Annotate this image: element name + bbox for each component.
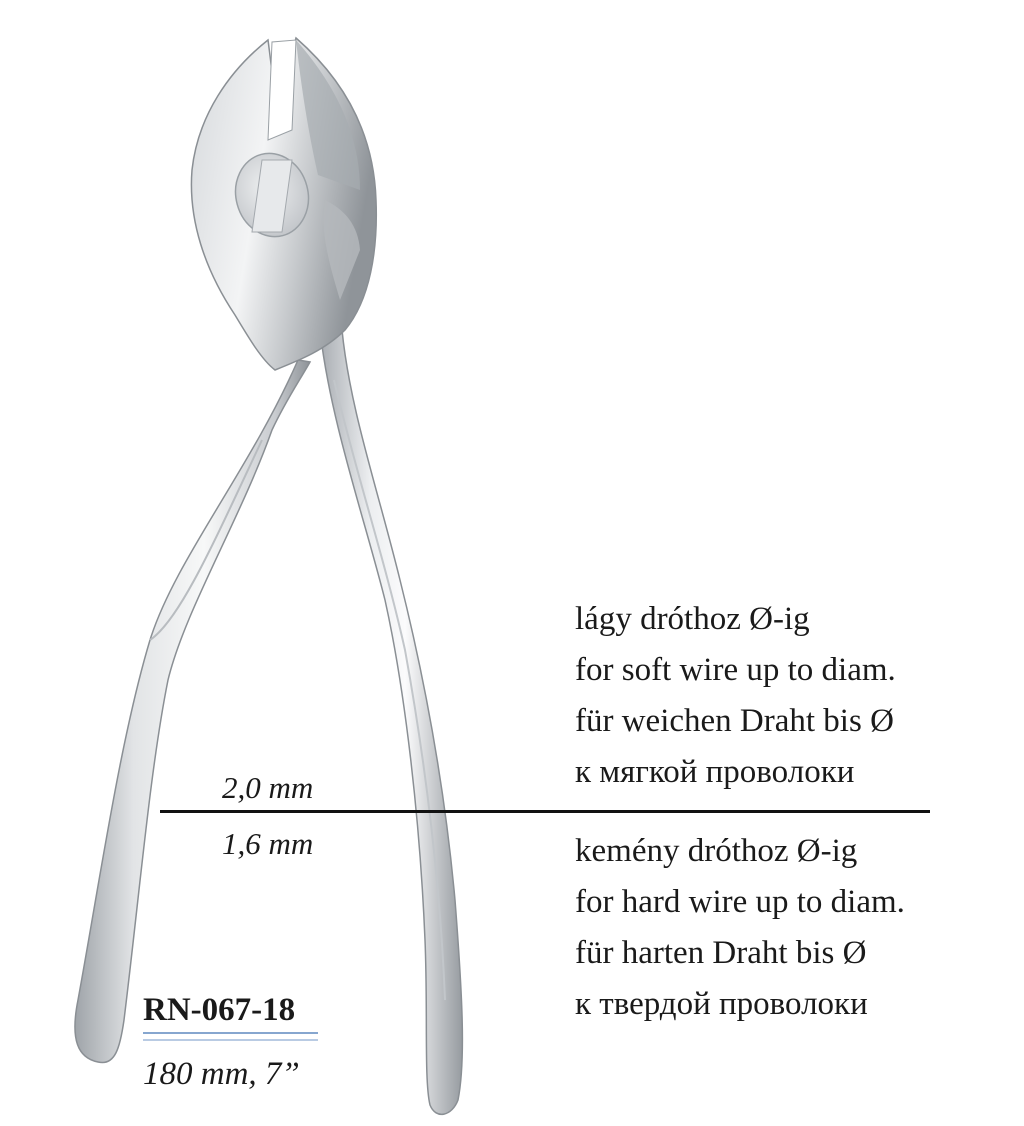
- product-code-underline: [143, 1032, 318, 1034]
- hard-wire-en: for hard wire up to diam.: [575, 884, 905, 920]
- hard-wire-capacity: 1,6 mm: [222, 826, 314, 861]
- hard-wire-de: für harten Draht bis Ø: [575, 935, 867, 971]
- soft-wire-description: [575, 594, 896, 798]
- hard-wire-ru: к твердой проволоки: [575, 986, 868, 1022]
- left-handle: [75, 360, 310, 1063]
- hard-wire-hu: kemény dróthoz Ø-ig: [575, 833, 858, 869]
- hard-wire-description: [575, 826, 905, 1030]
- soft-wire-en: for soft wire up to diam.: [575, 652, 896, 688]
- right-handle: [320, 330, 462, 1114]
- soft-wire-de: für weichen Draht bis Ø: [575, 703, 894, 739]
- size-divider-line: [160, 810, 930, 813]
- product-code-underline-secondary: [143, 1039, 318, 1041]
- product-code: RN-067-18: [143, 992, 296, 1028]
- product-size: 180 mm, 7”: [143, 1056, 300, 1092]
- soft-wire-hu: lágy dróthoz Ø-ig: [575, 601, 810, 637]
- soft-wire-capacity: 2,0 mm: [222, 770, 314, 805]
- soft-wire-ru: к мягкой проволоки: [575, 754, 855, 790]
